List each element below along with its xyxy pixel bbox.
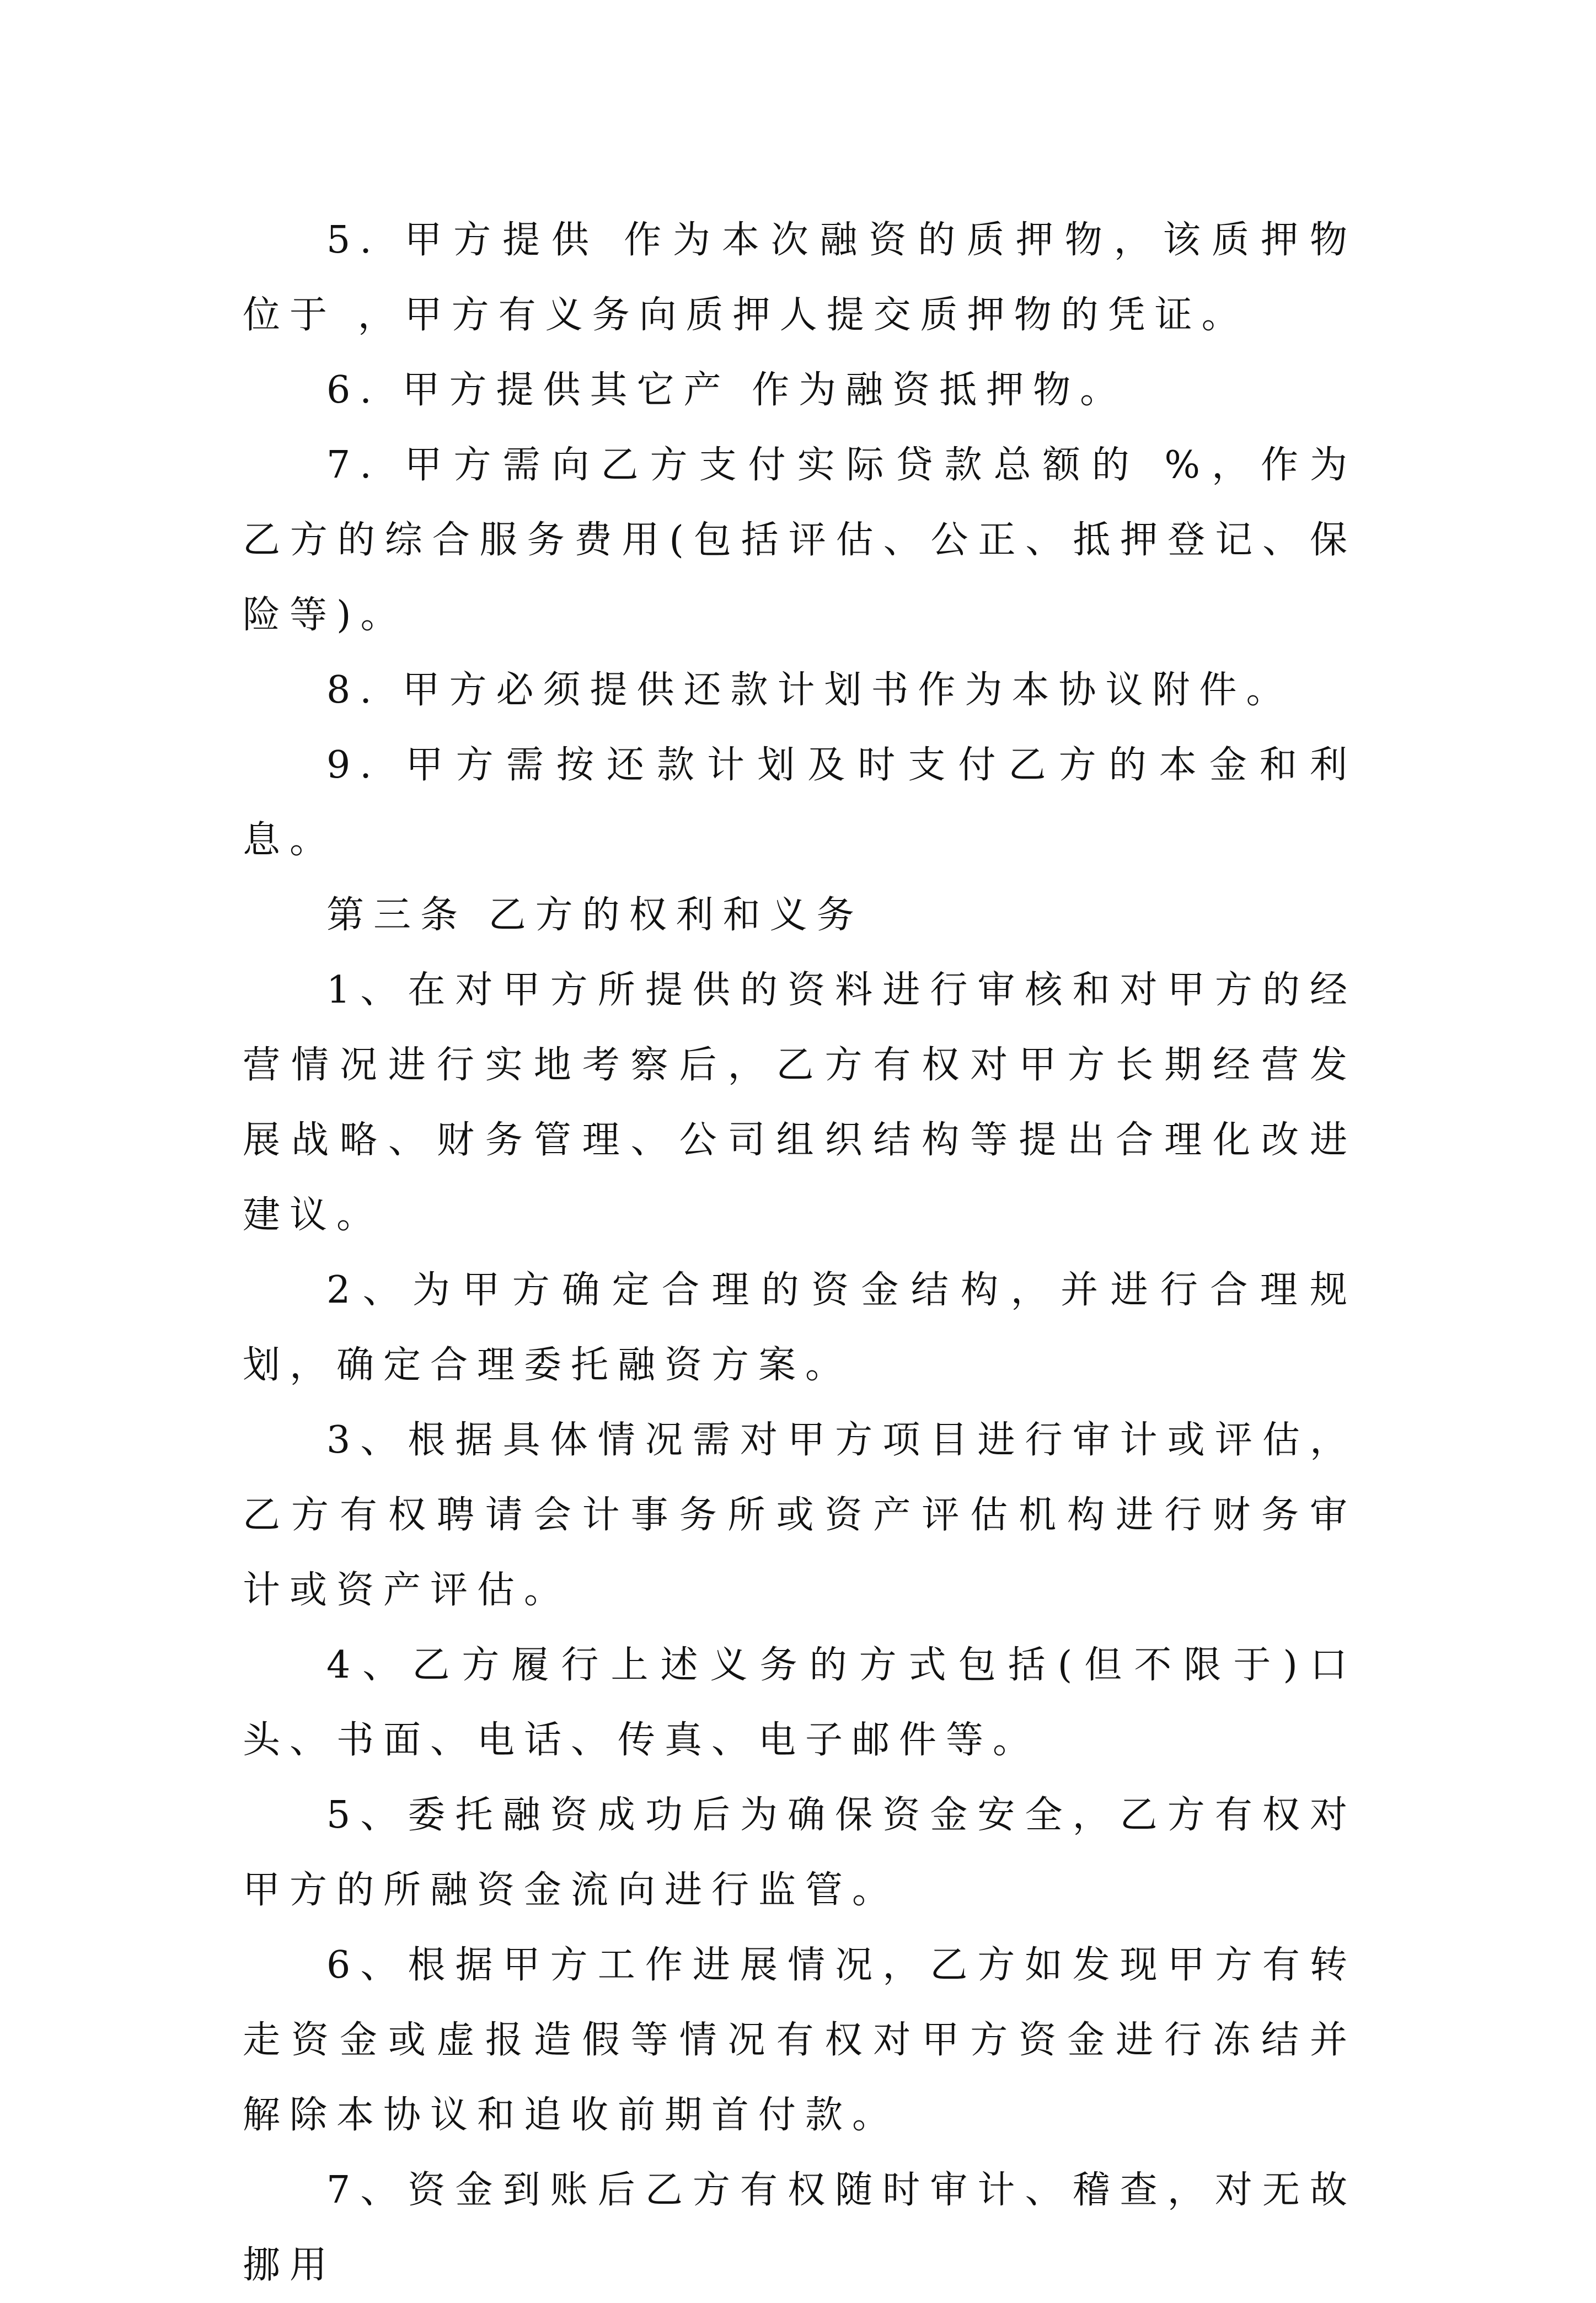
section-heading-article-3: 第三条 乙方的权利和义务 [326,893,864,937]
paragraph-clause-5: 5. 甲方提供 作为本次融资的质押物，该质押物位于 ，甲方有义务向质押人提交质押物的凭证。 [243,218,1357,337]
paragraph-party-b-5: 5、委托融资成功后为确保资金安全，乙方有权对甲方的所融资金流向进行监管。 [243,1793,1357,1912]
paragraph-clause-8: 8. 甲方必须提供还款计划书作为本协议附件。 [326,668,1293,712]
paragraph-party-b-7: 7、资金到账后乙方有权随时审计、稽查，对无故挪用 [243,2168,1357,2287]
paragraph-party-b-1: 1、在对甲方所提供的资料进行审核和对甲方的经营情况进行实地考察后，乙方有权对甲方长期经营发展战略、财务管理、公司组织结构等提出合理化改进建议。 [243,968,1357,1237]
paragraph-clause-6: 6. 甲方提供其它产 作为融资抵押物。 [326,368,1127,412]
paragraph-party-b-6: 6、根据甲方工作进展情况，乙方如发现甲方有转走资金或虚报造假等情况有权对甲方资金进行冻结并解除本协议和追收前期首付款。 [243,1943,1357,2137]
paragraph-party-b-3: 3、根据具体情况需对甲方项目进行审计或评估，乙方有权聘请会计事务所或资产评估机构进行财务审计或资产评估。 [243,1418,1357,1612]
paragraph-clause-7: 7. 甲方需向乙方支付实际贷款总额的 %，作为乙方的综合服务费用(包括评估、公正、抵押登记、保险等)。 [243,443,1357,637]
paragraph-clause-9: 9. 甲方需按还款计划及时支付乙方的本金和利息。 [243,743,1357,862]
paragraph-party-b-4: 4、乙方履行上述义务的方式包括(但不限于)口头、书面、电话、传真、电子邮件等。 [243,1643,1357,1762]
paragraph-party-b-2: 2、为甲方确定合理的资金结构，并进行合理规划，确定合理委托融资方案。 [243,1268,1357,1387]
document-body [243,203,1357,2303]
